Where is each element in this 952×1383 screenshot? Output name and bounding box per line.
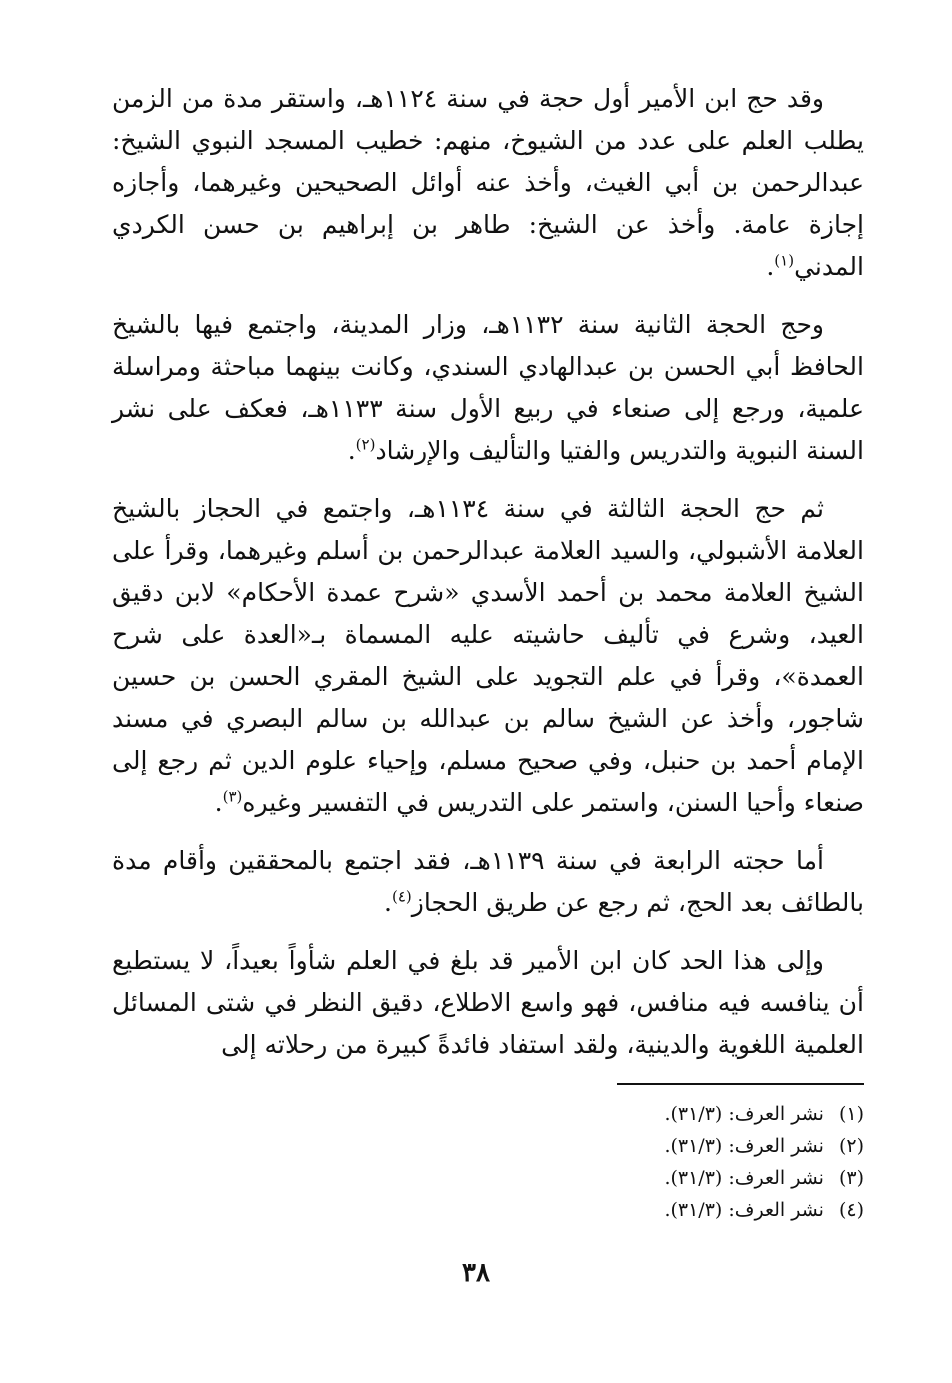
paragraph-end: . [766,252,775,281]
body-text [112,78,864,1082]
footnote-reference: (١) [774,251,795,270]
footnote-separator [617,1083,864,1085]
footnote-text: نشر العرف: (٣١/٣). [664,1199,824,1221]
footnote-number: (٣) [838,1167,864,1189]
paragraph-second-hajj [112,304,864,472]
footnote-item [112,1130,864,1162]
footnote-item [112,1162,864,1194]
footnote-number: (٤) [838,1199,864,1221]
paragraph-third-hajj [112,488,864,824]
footnote-reference: (٤) [391,887,412,906]
footnote-item [112,1098,864,1130]
page-number: ٣٨ [462,1258,490,1288]
footnote-text: نشر العرف: (٣١/٣). [664,1135,824,1157]
paragraph-text: وقد حج ابن الأمير أول حجة في سنة ١١٢٤هـ، واستقر مدة من الزمن يطلب العلم على عدد من الشيوخ، منهم: خطيب المسجد النبوي الشيخ: عبدالرحمن بن أبي الغيث، وأخذ عنه أوائل الصحيحين وغيرهما، وأجازه إجازة عامة. وأخذ عن الشيخ: طاهر بن إبراهيم بن حسن الكردي المدني [112,84,864,281]
footnote-reference: (٣) [222,787,243,806]
footnote-text: نشر العرف: (٣١/٣). [664,1103,824,1125]
paragraph-text: وإلى هذا الحد كان ابن الأمير قد بلغ في العلم شأواً بعيداً، لا يستطيع أن ينافسه فيه منافس، فهو واسع الاطلاع، دقيق النظر في شتى المسائل العلمية اللغوية والدينية، ولقد استفاد فائدةً كبيرة من رحلاته إلى [112,946,864,1059]
paragraph-end: . [347,436,356,465]
paragraph-end: . [384,888,392,917]
footnotes [112,1098,864,1226]
paragraph-first-hajj [112,78,864,288]
paragraph-end: . [214,788,223,817]
footnote-number: (٢) [838,1135,864,1157]
paragraph-text: أما حجته الرابعة في سنة ١١٣٩هـ، فقد اجتمع بالمحققين وأقام مدة بالطائف بعد الحج، ثم رجع عن طريق الحجاز [112,846,864,917]
footnote-item [112,1194,864,1226]
paragraph-scholarship [112,940,864,1066]
paragraph-fourth-hajj [112,840,864,924]
footnote-number: (١) [838,1103,864,1125]
footnote-reference: (٢) [355,435,376,454]
paragraph-text: ثم حج الحجة الثالثة في سنة ١١٣٤هـ، واجتمع في الحجاز بالشيخ العلامة الأشبولي، والسيد العلامة عبدالرحمن بن أسلم وغيرهما، وقرأ على الشيخ العلامة محمد بن أحمد الأسدي «شرح عمدة الأحكام» لابن دقيق العيد، وشرع في تأليف حاشيته عليه المسماة بـ«العدة على شرح العمدة»، وقرأ في علم التجويد على الشيخ المقري الحسن بن حسين شاجور، وأخذ عن الشيخ سالم بن عبدالله بن سالم البصري في مسند الإمام أحمد بن حنبل، وفي صحيح مسلم، وإحياء علوم الدين ثم رجع إلى صنعاء وأحيا السنن، واستمر على التدريس في التفسير وغيره [112,494,864,817]
footnote-text: نشر العرف: (٣١/٣). [664,1167,824,1189]
paragraph-text: وحج الحجة الثانية سنة ١١٣٢هـ، وزار المدينة، واجتمع فيها بالشيخ الحافظ أبي الحسن بن عبدالهادي السندي، وكانت بينهما مباحثة ومراسلة علمية، ورجع إلى صنعاء في ربيع الأول سنة ١١٣٣هـ، فعكف على نشر السنة النبوية والتدريس والفتيا والتأليف والإرشاد [112,310,864,465]
